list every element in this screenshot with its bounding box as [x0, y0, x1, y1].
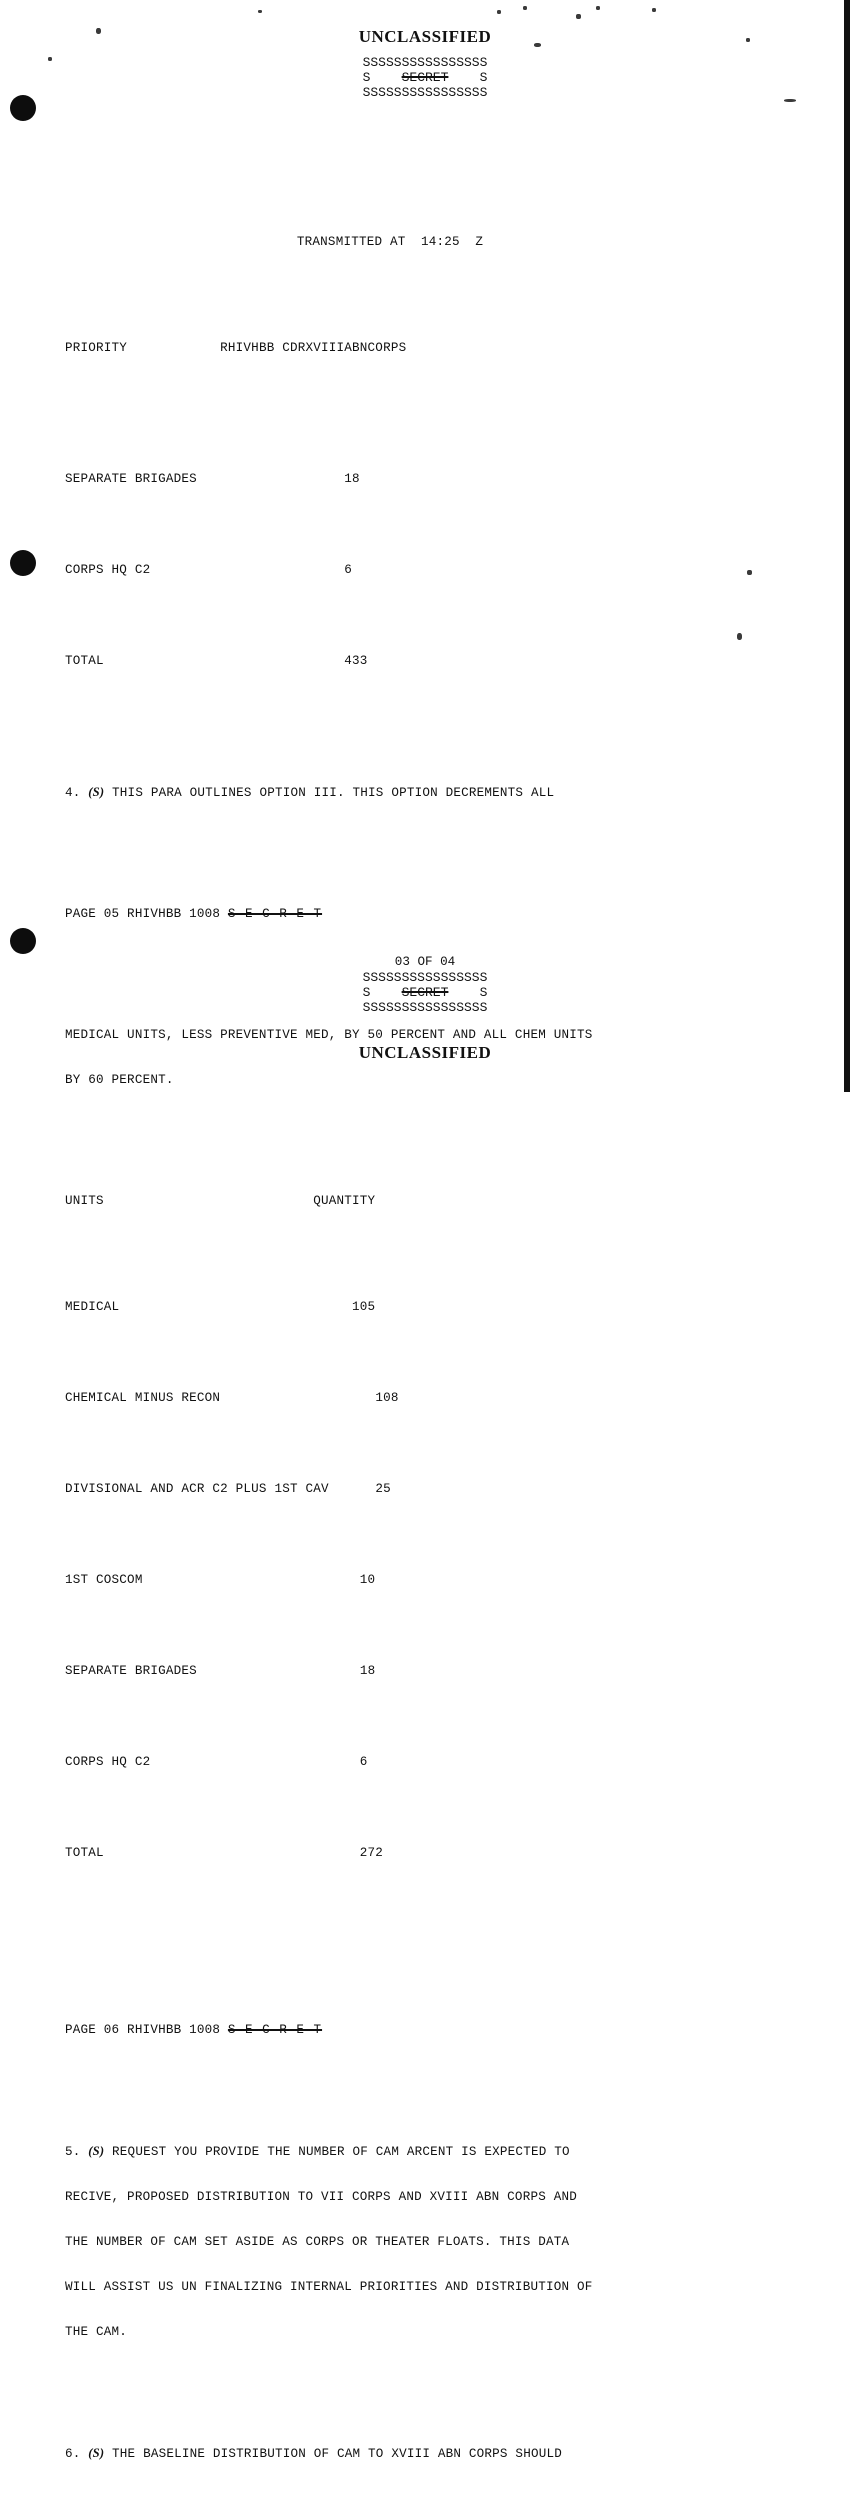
paragraph-text: THE BASELINE DISTRIBUTION OF CAM TO XVIII ABN CORPS SHOULD [112, 2447, 562, 2461]
unit-qty: 18 [359, 1664, 376, 1678]
table-row [65, 1846, 715, 1861]
paragraph-5-line: RECIVE, PROPOSED DISTRIBUTION TO VII CORPS AND XVIII ABN CORPS AND [65, 2190, 577, 2204]
secret-stamp-row-top: SSSSSSSSSSSSSSSS [362, 970, 488, 985]
table-row [65, 1482, 715, 1497]
scan-speck [652, 8, 656, 12]
paragraph-5-line: THE NUMBER OF CAM SET ASIDE AS CORPS OR THEATER FLOATS. THIS DATA [65, 2235, 570, 2249]
secret-stamp-row-bottom: SSSSSSSSSSSSSSSS [362, 85, 488, 100]
unit-name: SEPARATE BRIGADES [65, 1664, 197, 1678]
unit-name: CHEMICAL MINUS RECON [65, 1391, 221, 1405]
unit-qty: 108 [375, 1391, 399, 1405]
secret-stamp-left-s: S [362, 70, 371, 85]
secret-handstamp: S E C R E T [227, 907, 323, 921]
page-marker-05 [65, 907, 715, 922]
scan-edge [844, 0, 850, 1092]
table-row [65, 472, 715, 487]
scan-speck [497, 10, 501, 14]
unit-name: CORPS HQ C2 [65, 1755, 151, 1769]
secret-stamp-row-top: SSSSSSSSSSSSSSSS [362, 55, 488, 70]
page-marker-06 [65, 2023, 715, 2038]
unit-qty: 25 [375, 1482, 391, 1496]
binder-hole [10, 928, 36, 954]
unit-qty-spacer [143, 1573, 360, 1587]
secret-stamp-row-middle [0, 985, 850, 1000]
unit-qty-spacer [150, 563, 344, 577]
scan-speck [737, 633, 742, 640]
unit-qty-spacer [220, 1391, 375, 1405]
secret-stamp-row-middle [0, 70, 850, 85]
unit-qty-spacer [329, 1482, 376, 1496]
precedence-label: PRIORITY [65, 341, 128, 355]
paragraph-text: THIS PARA OUTLINES OPTION III. THIS OPTION DECREMENTS ALL [112, 786, 555, 800]
unit-qty: 6 [344, 563, 353, 577]
unit-name: SEPARATE BRIGADES [65, 472, 197, 486]
classification-banner-top: UNCLASSIFIED [358, 27, 492, 46]
unit-qty: 6 [359, 1755, 368, 1769]
unit-qty: 10 [359, 1573, 376, 1587]
unit-qty-spacer [119, 1300, 352, 1314]
secret-stamp-top [0, 55, 850, 100]
table-header-quantity: QUANTITY [313, 1194, 376, 1208]
table-row [65, 1664, 715, 1679]
unit-qty-spacer [150, 1755, 359, 1769]
unit-qty-spacer [104, 654, 344, 668]
paragraph-4-continued-line: MEDICAL UNITS, LESS PREVENTIVE MED, BY 50 PERCENT AND ALL CHEM UNITS [65, 1028, 593, 1042]
secret-stamp-bottom [0, 970, 850, 1015]
secret-handstamp: S E C R E T [227, 2023, 323, 2037]
secret-stamp-word: SECRET [401, 985, 449, 1000]
page-marker-text: PAGE 05 RHIVHBB 1008 [65, 907, 221, 921]
classification-mark: (S) [88, 2144, 105, 2158]
unit-qty: 272 [359, 1846, 384, 1860]
classification-mark: (S) [88, 2446, 105, 2460]
secret-stamp-left-s: S [362, 985, 371, 1000]
unit-qty-spacer [197, 472, 344, 486]
paragraph-4 [65, 785, 715, 801]
secret-stamp-right-s: S [479, 70, 488, 85]
transmitted-line: TRANSMITTED AT 14:25 Z [296, 235, 484, 249]
unit-name: 1ST COSCOM [65, 1573, 143, 1587]
classification-mark: (S) [88, 785, 105, 799]
classification-banner-bottom: UNCLASSIFIED [358, 1043, 492, 1062]
table-row [65, 1755, 715, 1770]
scan-speck [596, 6, 600, 10]
table-row [65, 1300, 715, 1315]
secret-stamp-right-s: S [479, 985, 488, 1000]
unit-name: TOTAL [65, 1846, 104, 1860]
table-row [65, 1573, 715, 1588]
address-label: RHIVHBB CDRXVIIIABNCORPS [220, 341, 407, 355]
unit-qty: 18 [344, 472, 360, 486]
paragraph-number: 5. [65, 2145, 81, 2159]
unit-name: TOTAL [65, 654, 104, 668]
paragraph-5-line: THE CAM. [65, 2325, 128, 2339]
scan-speck [258, 10, 262, 13]
unit-qty: 105 [352, 1300, 376, 1314]
paragraph-5-line: WILL ASSIST US UN FINALIZING INTERNAL PRIORITIES AND DISTRIBUTION OF [65, 2280, 593, 2294]
page-of-footer: 03 OF 04 [394, 955, 456, 969]
paragraph-6 [65, 2446, 715, 2462]
table-row [65, 654, 715, 669]
paragraph-4-continued-line: BY 60 PERCENT. [65, 1073, 174, 1087]
table-row [65, 563, 715, 578]
secret-stamp-word: SECRET [401, 70, 449, 85]
paragraph-number: 4. [65, 786, 81, 800]
unit-name: DIVISIONAL AND ACR C2 PLUS 1ST CAV [65, 1482, 329, 1496]
unit-qty: 433 [344, 654, 368, 668]
unit-name: MEDICAL [65, 1300, 120, 1314]
scan-speck [523, 6, 527, 10]
unit-qty-spacer [104, 1846, 360, 1860]
table-row [65, 1391, 715, 1406]
binder-hole [10, 550, 36, 576]
precedence-row [65, 341, 715, 356]
secret-stamp-row-bottom: SSSSSSSSSSSSSSSS [362, 1000, 488, 1015]
unit-qty-spacer [197, 1664, 360, 1678]
document-body [65, 190, 715, 2507]
page-marker-text: PAGE 06 RHIVHBB 1008 [65, 2023, 221, 2037]
table-header-units: UNITS [65, 1194, 104, 1208]
paragraph-number: 6. [65, 2447, 81, 2461]
table-header-row [65, 1194, 715, 1209]
paragraph-5-first-line [65, 2144, 715, 2160]
scan-speck [747, 570, 752, 575]
unit-name: CORPS HQ C2 [65, 563, 151, 577]
header-spacer [104, 1194, 313, 1208]
paragraph-text: REQUEST YOU PROVIDE THE NUMBER OF CAM ARCENT IS EXPECTED TO [112, 2145, 570, 2159]
scan-speck [576, 14, 581, 19]
